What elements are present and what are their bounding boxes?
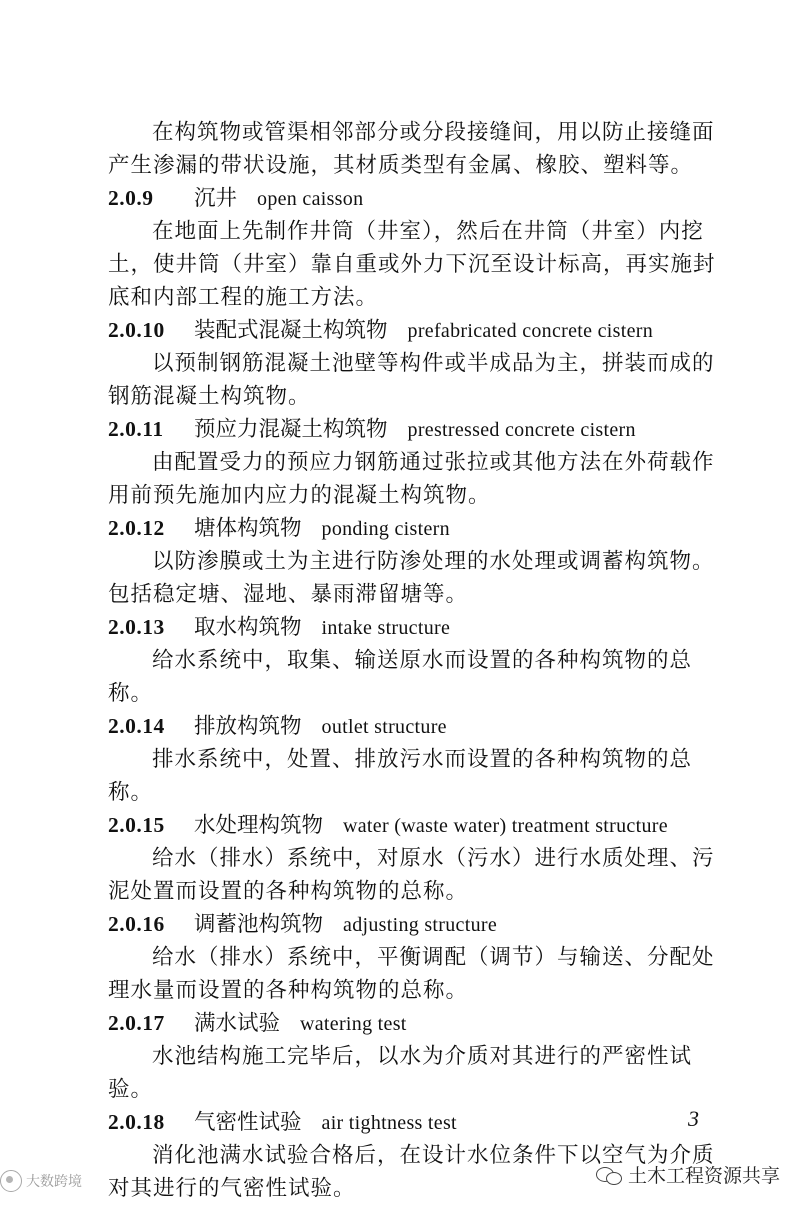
term-heading [108,809,728,842]
term-english: open caisson [257,188,364,210]
term-heading [108,512,728,545]
term-heading [108,182,728,215]
term-chinese: 塘体构筑物 [194,516,302,541]
term-number: 2.0.9 [108,186,154,210]
term-chinese: 取水构筑物 [194,615,302,640]
term-english: outlet structure [321,716,447,738]
watermark-left-text: 大数跨境 [26,1174,82,1190]
term-heading [108,314,728,347]
term-english: adjusting structure [343,914,498,936]
circle-logo-icon [0,1170,22,1192]
term-chinese: 沉井 [194,186,238,211]
term-number: 2.0.16 [108,912,165,936]
document-body [108,116,728,1205]
watermark-right-text: 土木工程资源共享 [628,1165,781,1187]
watermark-left [0,1170,82,1192]
term-number: 2.0.17 [108,1011,165,1035]
term-definition: 消化池满水试验合格后，在设计水位条件下以空气为介质对其进行的气密性试验。 [108,1143,715,1201]
term-heading [108,710,728,743]
watermark-right [596,1161,780,1188]
term-heading [108,611,728,644]
term-number: 2.0.13 [108,615,165,639]
term-english: ponding cistern [321,518,450,540]
term-chinese: 装配式混凝土构筑物 [194,318,388,343]
term-english: prestressed concrete cistern [407,419,636,441]
term-chinese: 排放构筑物 [194,714,302,739]
page-number: 3 [688,1106,699,1131]
term-heading [108,908,728,941]
term-definition: 给水（排水）系统中，平衡调配（调节）与输送、分配处理水量而设置的各种构筑物的总称。 [108,945,715,1003]
term-definition: 给水系统中，取集、输送原水而设置的各种构筑物的总称。 [108,648,693,706]
term-definition: 水池结构施工完毕后，以水为介质对其进行的严密性试验。 [108,1044,693,1102]
term-number: 2.0.11 [108,417,164,441]
term-chinese: 满水试验 [194,1011,281,1036]
term-definition: 以预制钢筋混凝土池壁等构件或半成品为主，拼装而成的钢筋混凝土构筑物。 [108,351,715,409]
term-chinese: 预应力混凝土构筑物 [194,417,388,442]
term-english: air tightness test [321,1112,457,1134]
term-number: 2.0.12 [108,516,165,540]
term-chinese: 气密性试验 [194,1110,302,1135]
term-heading [108,413,728,446]
term-definition: 排水系统中，处置、排放污水而设置的各种构筑物的总称。 [108,747,693,805]
term-definition: 在地面上先制作井筒（井室），然后在井筒（井室）内挖土，使井筒（井室）靠自重或外力下沉至设计标高，再实施封底和内部工程的施工方法。 [108,219,716,310]
term-number: 2.0.10 [108,318,165,342]
term-heading [108,1007,728,1040]
intro-paragraph: 在构筑物或管渠相邻部分或分段接缝间，用以防止接缝面产生渗漏的带状设施，其材质类型有金属、橡胶、塑料等。 [108,120,715,178]
term-definition: 以防渗膜或土为主进行防渗处理的水处理或调蓄构筑物。包括稳定塘、湿地、暴雨滞留塘等。 [108,549,715,607]
term-heading [108,1106,728,1139]
term-list [108,182,728,1205]
term-number: 2.0.14 [108,714,165,738]
wechat-icon [596,1165,622,1185]
term-number: 2.0.15 [108,813,165,837]
term-english: prefabricated concrete cistern [407,320,654,342]
term-english: intake structure [321,617,451,639]
term-chinese: 调蓄池构筑物 [194,912,324,937]
term-english: water (waste water) treatment structure [343,815,668,837]
term-number: 2.0.18 [108,1110,165,1134]
term-definition: 给水（排水）系统中，对原水（污水）进行水质处理、污泥处置而设置的各种构筑物的总称。 [108,846,715,904]
term-chinese: 水处理构筑物 [194,813,324,838]
term-english: watering test [300,1013,407,1035]
term-definition: 由配置受力的预应力钢筋通过张拉或其他方法在外荷载作用前预先施加内应力的混凝土构筑物。 [108,450,715,508]
